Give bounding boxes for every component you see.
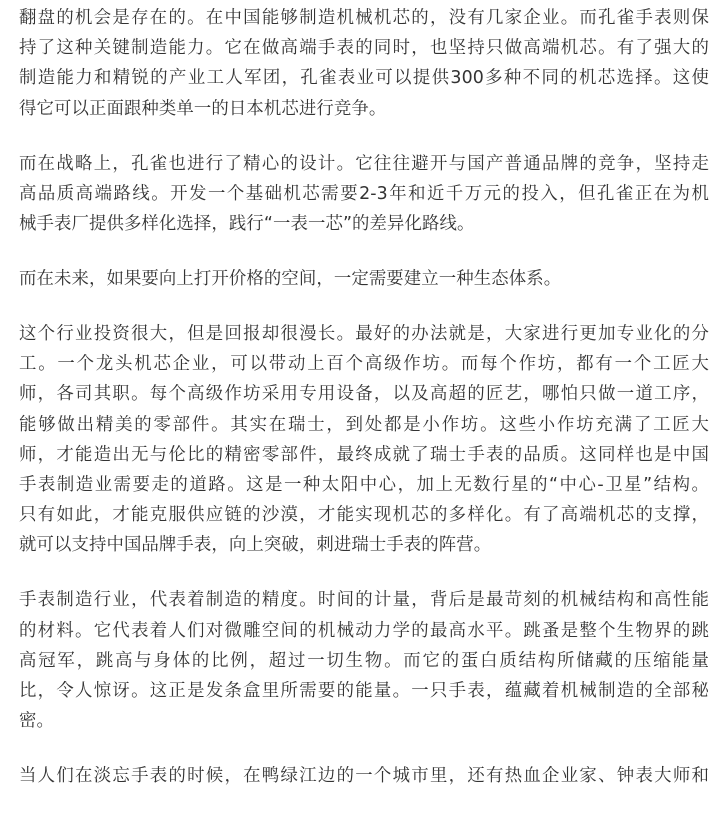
text-line: 能够做出精美的零部件。其实在瑞士，到处都是小作坊。这些小作坊充满了工匠大 [19, 414, 709, 435]
text-line: 师，才能造出无与伦比的精密零部件，最终成就了瑞士手表的品质。这同样也是中国 [19, 444, 709, 465]
text-line: 密。 [19, 711, 54, 732]
text-line: 高冠军，跳高与身体的比例，超过一切生物。而它的蛋白质结构所储藏的压缩能量 [19, 650, 709, 671]
text-line: 持了这种关键制造能力。它在做高端手表的同时，也坚持只做高端机芯。有了强大的 [19, 38, 709, 59]
text-line: 手表制造行业，代表着制造的精度。时间的计量，背后是最苛刻的机械结构和高性能 [19, 590, 709, 611]
paragraph-industry [19, 319, 709, 561]
text-line: 翻盘的机会是存在的。在中国能够制造机械机芯的，没有几家企业。而孔雀手表则保 [19, 8, 709, 28]
paragraph-strategy [19, 149, 709, 240]
paragraph-opportunity [19, 3, 709, 124]
text-line: 的材料。它代表着人们对微雕空间的机械动力学的最高水平。跳蚤是整个生物界的跳 [19, 620, 709, 641]
article-body [19, 3, 709, 816]
paragraph-future [19, 264, 709, 294]
text-line: 比，令人惊讶。这正是发条盒里所需要的能量。一只手表，蕴藏着机械制造的全部秘 [19, 681, 709, 702]
text-line: 而在战略上，孔雀也进行了精心的设计。它往往避开与国产普通品牌的竞争，坚持走 [19, 153, 709, 174]
text-line: 而在未来，如果要向上打开价格的空间，一定需要建立一种生态体系。 [19, 269, 562, 290]
text-line: 得它可以正面跟种类单一的日本机芯进行竞争。 [19, 98, 387, 119]
text-line: 制造能力和精锐的产业工人军团，孔雀表业可以提供300多种不同的机芯选择。这使 [19, 68, 709, 89]
text-line: 只有如此，才能克服供应链的沙漠，才能实现机芯的多样化。有了高端机芯的支撑， [19, 505, 709, 526]
paragraph-closing [19, 761, 709, 791]
text-line: 这个行业投资很大，但是回报却很漫长。最好的办法就是，大家进行更加专业化的分 [19, 324, 709, 345]
text-line: 械手表厂提供多样化选择，践行“一表一芯”的差异化路线。 [19, 214, 475, 235]
text-line: 手表制造业需要走的道路。这是一种太阳中心，加上无数行星的“中心-卫星”结构。 [19, 475, 709, 496]
text-line: 高品质高端路线。开发一个基础机芯需要2-3年和近千万元的投入，但孔雀正在为机 [19, 183, 709, 204]
paragraph-precision [19, 585, 709, 736]
text-line: 就可以支持中国品牌手表，向上突破，刺进瑞士手表的阵营。 [19, 535, 492, 556]
text-line: 当人们在淡忘手表的时候，在鸭绿江边的一个城市里，还有热血企业家、钟表大师和 [19, 766, 709, 787]
text-line: 师，各司其职。每个高级作坊采用专用设备，以及高超的匠艺，哪怕只做一道工序， [19, 384, 709, 405]
text-line: 工。一个龙头机芯企业，可以带动上百个高级作坊。而每个作坊，都有一个工匠大 [19, 354, 709, 375]
